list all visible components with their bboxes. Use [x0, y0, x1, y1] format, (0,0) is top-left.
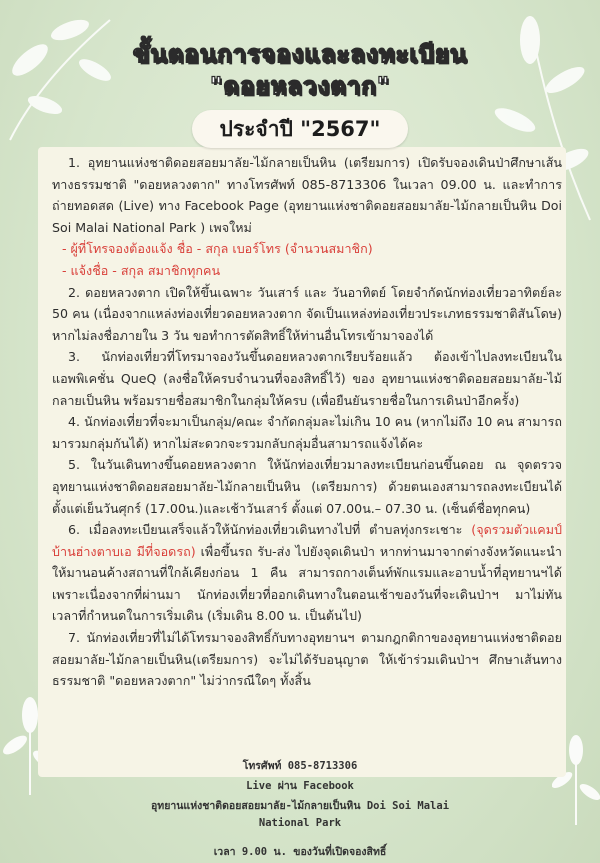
footer-live: Live ผ่าน Facebook	[246, 780, 354, 792]
step-1-note-2: - แจ้งชื่อ - สกุล สมาชิกทุกคน	[62, 262, 221, 278]
footer-time: เวลา 9.00 น. ของวันที่เปิดจองสิทธิ์	[213, 846, 387, 858]
step-7: 7. นักท่องเที่ยวที่ไม่ได้โทรมาจองสิทธิ์กับทางอุทยานฯ ตามกฎกติกาของอุทยานแห่งชาติดอยสอยมาลัย-ไม้กลายเป็นหิน(เตรียมการ) จะไม่ได้รับอนุญาต ให้เข้าร่วมเดินป่าฯ ศึกษาเส้นทางธรรมชาติ "ดอยหลวงตาก" ไม่ว่ากรณีใดๆ ทั้งสิ้น	[52, 630, 562, 689]
step-6-text-b: เพื่อขึ้นรถ รับ-ส่ง ไปยังจุดเดินป่า หากท่านมาจากต่างจังหวัดแนะนำให้มานอนค้างสถานที่ใกล้เคียงก่อน 1 คืน สามารถกางเต็นท์พักแรมและอาบน้ำที่อุทยานฯได้ เพราะเนื่องจากที่ผ่านมา นักท่องเที่ยวที่ออกเดินทางในตอนเช้าของวันที่จะเดินป่าฯ มาไม่ทันเวลาที่กำหนดในการเริ่มเดิน (เริ่มเดิน 8.00 น. เป็นต้นไป)	[52, 543, 562, 624]
step-5: 5. ในวันเดินทางขึ้นดอยหลวงตาก ให้นักท่องเที่ยวมาลงทะเบียนก่อนขึ้นดอย ณ จุดตรวจ อุทยานแห่งชาติดอยสอยมาลัย-ไม้กลายเป็นหิน (เตรียมการ) ด้วยตนเองสามารถลงทะเบียนได้ตั้งแต่เย็นวันศุกร์ (17.00น.)และเช้าวันเสาร์ ตั้งแต่ 07.00น.– 07.30 น. (เซ็นต์ชื่อทุกคน)	[52, 457, 562, 516]
step-6	[52, 519, 562, 627]
page-title: ขั้นตอนการจองและลงทะเบียน	[132, 40, 468, 68]
page-subtitle: "ดอยหลวงตาก"	[209, 72, 391, 100]
step-1: 1. อุทยานแห่งชาติดอยสอยมาลัย-ไม้กลายเป็นหิน (เตรียมการ) เปิดรับจองเดินป่าศึกษาเส้นทางธรรมชาติ "ดอยหลวงตาก" ทางโทรศัพท์ 085-8713306 ในเวลา 09.00 น. และทำการถ่ายทอดสด (Live) ทาง Facebook Page (อุทยานแห่งชาติดอยสอยมาลัย-ไม้กลายเป็นหิน Doi Soi Malai National Park ) เพจใหม่	[52, 155, 562, 235]
step-3: 3. นักท่องเที่ยวที่โทรมาจองวันขึ้นดอยหลวงตากเรียบร้อยแล้ว ต้องเข้าไปลงทะเบียนในแอพพิเคชั่น QueQ (ลงชื่อให้ครบจำนวนที่จองสิทธิ์ไว้) ของ อุทยานแห่งชาติดอยสอยมาลัย-ไม้กลายเป็นหิน พร้อมรายชื่อสมาชิกในกลุ่มให้ครบ (เพื่อยืนยันรายชื่อในการเดินป่าอีกครั้ง)	[52, 349, 562, 408]
steps-text	[52, 152, 562, 692]
step-4: 4. นักท่องเที่ยวที่จะมาเป็นกลุ่ม/คณะ จำกัดกลุ่มละไม่เกิน 10 คน (หากไม่ถึง 10 คน สามารถมารวมกลุ่มกันได้) หากไม่สะดวกจะรวมกลับกลุ่มอื่นสามารถแจ้งได้คะ	[52, 414, 562, 451]
step-6-text-a: 6. เมื่อลงทะเบียนเสร็จแล้วให้นักท่องเที่ยวเดินทางไปที่ ตำบลทุ่งกระเชาะ	[68, 522, 472, 538]
step-1-note-1: - ผู้ที่โทรจองต้องแจ้ง ชื่อ - สกุล เบอร์โทร (จำนวนสมาชิก)	[62, 241, 373, 257]
footer-phone: โทรศัพท์ 085-8713306	[242, 760, 358, 772]
footer-page-line1: อุทยานแห่งชาติดอยสอยมาลัย-ไม้กลายเป็นหิน Doi Soi Malai	[150, 800, 450, 812]
year-badge: ประจำปี "2567"	[192, 110, 408, 148]
footer-page-line2: National Park	[258, 817, 342, 829]
step-6-highlight: (จุดรวมตัวแคมป์บ้านฮ่างตาบเอ มีที่จอดรถ)	[52, 522, 562, 559]
step-2: 2. ดอยหลวงตาก เปิดให้ขึ้นเฉพาะ วันเสาร์ และ วันอาทิตย์ โดยจำกัดนักท่องเที่ยวอาทิตย์ละ 50 คน (เนื่องจากแหล่งท่องเที่ยวดอยหลวงตาก จัดเป็นแหล่งท่องเที่ยวประเภทธรรมชาติสันโดษ) หากไม่ลงชื่อภายใน 3 วัน ขอทำการตัดสิทธิ์ให้ท่านอื่นโทรเข้ามาจองได้	[52, 284, 562, 343]
